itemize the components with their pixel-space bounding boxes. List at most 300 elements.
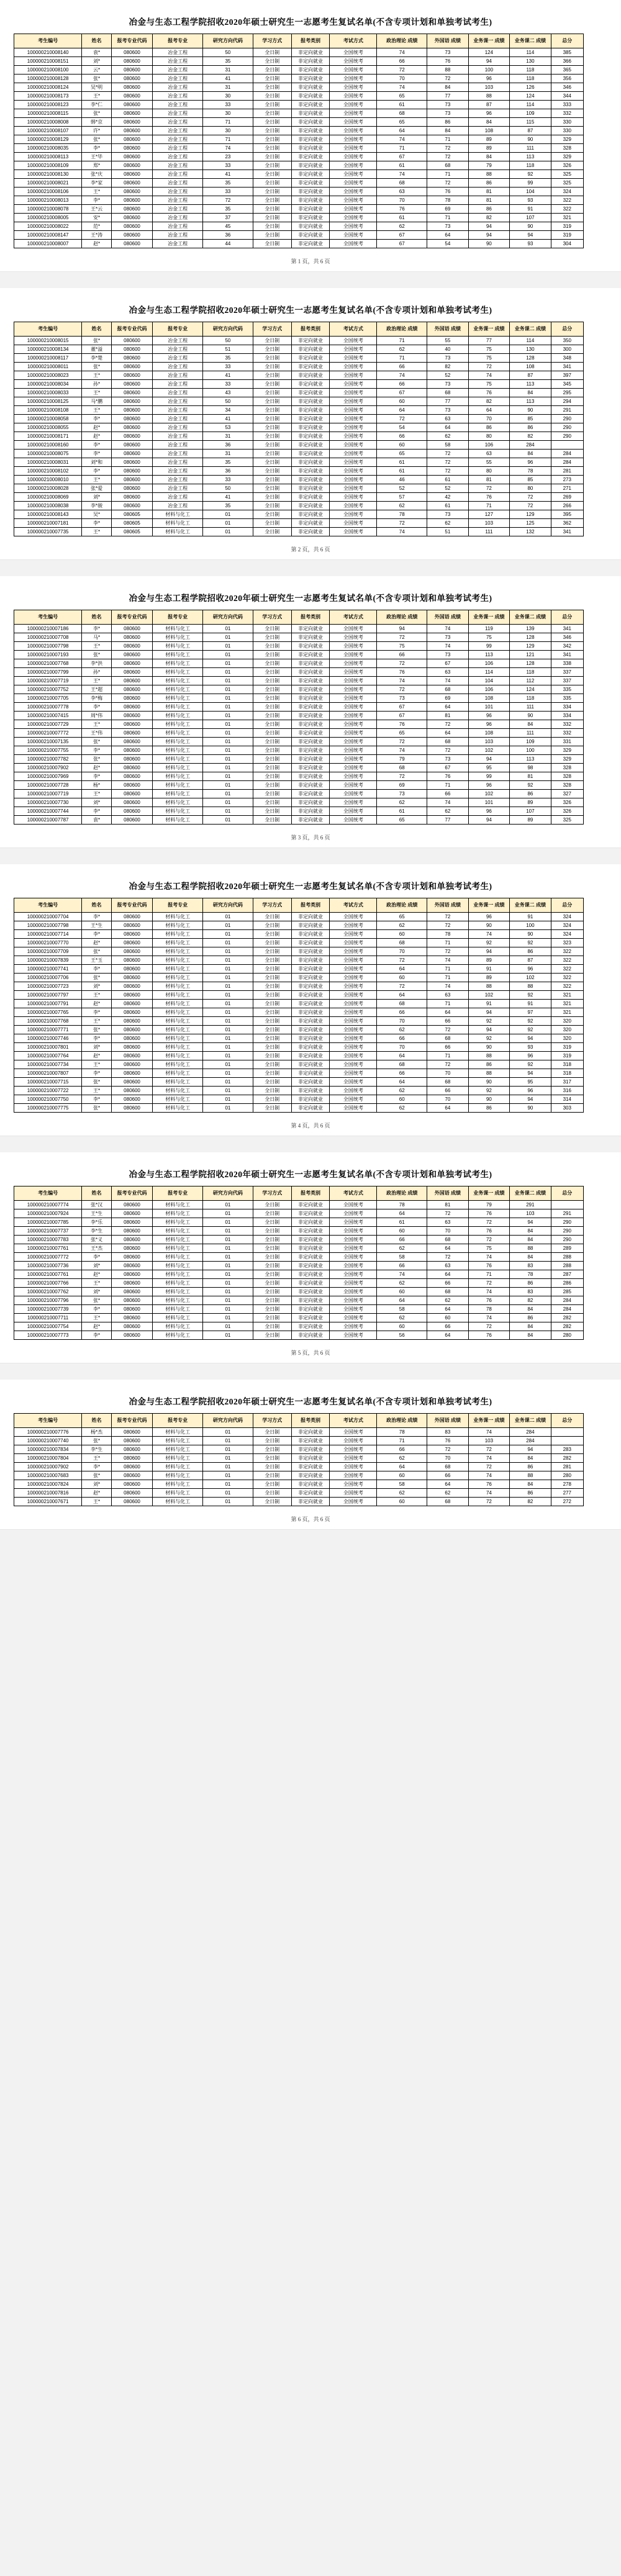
table-row (14, 144, 607, 153)
table-cell: 01 (203, 991, 253, 1000)
table-cell: 100000210007791 (14, 1000, 82, 1008)
table-cell: 100000210008147 (14, 231, 82, 240)
table-cell: 全日制 (253, 720, 291, 729)
table-cell: 320 (551, 1017, 583, 1026)
table-row (14, 746, 607, 755)
table-cell: 全国统考 (330, 432, 377, 441)
table-cell: 冶金工程 (153, 101, 203, 109)
table-cell: 材料与化工 (153, 738, 203, 746)
table-cell: 全国统考 (330, 1262, 377, 1270)
table-cell: 非定向就业 (291, 913, 330, 921)
table-cell: 100000210007736 (14, 1262, 82, 1270)
table-cell: 100000210007741 (14, 965, 82, 974)
table-cell: 322 (551, 974, 583, 982)
table-cell: 75 (468, 1244, 510, 1253)
table-cell: 非定向就业 (291, 1428, 330, 1437)
table-cell: 01 (203, 746, 253, 755)
table-cell: 080600 (111, 1428, 153, 1437)
table-cell: 100000210008007 (14, 240, 82, 248)
table-cell: 31 (203, 432, 253, 441)
table-cell: 100000210007782 (14, 755, 82, 764)
table-cell: 非定向就业 (291, 161, 330, 170)
table-cell: 132 (510, 528, 551, 536)
table-cell: 63 (427, 415, 469, 423)
table-cell: 材料与化工 (153, 729, 203, 738)
table-cell: 非定向就业 (291, 240, 330, 248)
table-cell: 非定向就业 (291, 1201, 330, 1209)
table-cell: 01 (203, 651, 253, 659)
table-cell: 327 (551, 790, 583, 798)
table-cell: 111 (510, 729, 551, 738)
table-cell: 100000210007415 (14, 712, 82, 720)
table-cell: 全日制 (253, 798, 291, 807)
table-row (14, 1209, 607, 1218)
table-cell: 329 (551, 153, 583, 161)
table-cell: 李*骏 (82, 502, 112, 510)
table-cell: 72 (468, 1279, 510, 1288)
table-cell: 080600 (111, 1201, 153, 1209)
table-cell: 124 (510, 92, 551, 101)
table-cell: 01 (203, 1026, 253, 1034)
table-cell: 108 (510, 363, 551, 371)
table-cell: 080600 (111, 947, 153, 956)
table-cell: 材料与化工 (153, 1043, 203, 1052)
table-cell: 121 (510, 651, 551, 659)
table-cell: 66 (377, 1069, 427, 1078)
table-cell: 341 (551, 528, 583, 536)
table-cell: 王*生 (82, 1209, 112, 1218)
table-cell: 79 (468, 161, 510, 170)
table-cell: 82 (468, 214, 510, 222)
table-cell: 72 (377, 738, 427, 746)
table-cell: 328 (551, 781, 583, 790)
table-cell: 全国统考 (330, 1087, 377, 1095)
table-cell: 345 (551, 380, 583, 389)
table-cell: 100000210007804 (14, 1454, 82, 1463)
table-cell: 70 (427, 1095, 469, 1104)
table-cell: 76 (468, 389, 510, 397)
table-cell: 63 (427, 1218, 469, 1227)
table-row (14, 677, 607, 685)
table-cell: 100000210007765 (14, 1008, 82, 1017)
table-cell: 080600 (111, 1305, 153, 1314)
table-cell: 赵* (82, 939, 112, 947)
column-header: 研究方向代码 (203, 610, 253, 625)
table-cell: 全日制 (253, 476, 291, 484)
table-cell: 335 (551, 694, 583, 703)
table-cell: 李*生 (82, 1227, 112, 1236)
table-cell: 080600 (111, 1445, 153, 1454)
table-cell: 114 (510, 337, 551, 345)
table-cell: 080600 (111, 1008, 153, 1017)
table-cell: 84 (427, 127, 469, 135)
column-header: 总分 (551, 898, 583, 913)
table-cell: 王*生 (82, 921, 112, 930)
table-cell: 288 (551, 1262, 583, 1270)
table-cell: 73 (427, 109, 469, 118)
table-cell: 全国统考 (330, 127, 377, 135)
table-cell: 冶金工程 (153, 214, 203, 222)
table-row (14, 1087, 607, 1095)
table-cell: 99 (510, 179, 551, 188)
table-cell: 87 (510, 956, 551, 965)
table-row (14, 92, 607, 101)
table-row (14, 790, 607, 798)
table-cell: 080600 (111, 1034, 153, 1043)
table-cell: 72 (427, 1060, 469, 1069)
table-cell: 李* (82, 467, 112, 476)
table-row (14, 75, 607, 83)
table-cell: 348 (551, 354, 583, 363)
table-cell: 80 (468, 432, 510, 441)
table-cell: 非定向就业 (291, 1253, 330, 1262)
table-cell: 82 (427, 363, 469, 371)
table-cell: 334 (551, 703, 583, 712)
table-row (14, 913, 607, 921)
table-cell: 77 (427, 397, 469, 406)
column-header: 报考专业 (153, 610, 203, 625)
table-cell: 64 (427, 423, 469, 432)
table-row (14, 965, 607, 974)
table-row (14, 57, 607, 66)
table-cell: 326 (551, 807, 583, 816)
table-cell: 080600 (111, 1331, 153, 1340)
table-cell: 72 (427, 746, 469, 755)
table-cell: 91 (510, 205, 551, 214)
table-cell: 王* (82, 1454, 112, 1463)
table-row (14, 450, 607, 458)
table-cell: 非定向就业 (291, 1087, 330, 1095)
table-cell: 全日制 (253, 1262, 291, 1270)
table-row (14, 642, 607, 651)
table-cell: 赵* (82, 1270, 112, 1279)
table-cell: 01 (203, 1201, 253, 1209)
table-cell: 赵* (82, 432, 112, 441)
table-cell: 080600 (111, 127, 153, 135)
column-header: 报考专业代码 (111, 34, 153, 48)
table-cell: 非定向就业 (291, 1314, 330, 1322)
table-row (14, 625, 607, 633)
table-cell: 72 (427, 144, 469, 153)
table-cell: 86 (510, 423, 551, 432)
table-cell: 全国统考 (330, 720, 377, 729)
table-cell: 78 (377, 1201, 427, 1209)
table-cell: 全国统考 (330, 781, 377, 790)
table-cell: 67 (377, 712, 427, 720)
table-cell: 01 (203, 1437, 253, 1445)
table-cell: 全国统考 (330, 974, 377, 982)
table-cell: 118 (510, 668, 551, 677)
table-cell: 全国统考 (330, 196, 377, 205)
column-header: 业务课一 成绩 (468, 1414, 510, 1428)
page-gap (0, 560, 621, 576)
table-cell: 100000210007704 (14, 913, 82, 921)
table-cell: 320 (551, 1026, 583, 1034)
table-cell: 全国统考 (330, 1104, 377, 1113)
column-header: 外国语 成绩 (427, 898, 469, 913)
table-cell: 王* (82, 476, 112, 484)
table-cell: 78 (427, 196, 469, 205)
table-cell: 080600 (111, 798, 153, 807)
table-cell: 张* (82, 1437, 112, 1445)
table-cell: 01 (203, 519, 253, 528)
table-cell: 01 (203, 1000, 253, 1008)
table-cell: 李* (82, 1463, 112, 1471)
table-cell: 王* (82, 677, 112, 685)
table-cell: 100000210007715 (14, 1078, 82, 1087)
table-cell: 60 (377, 397, 427, 406)
table-cell: 全日制 (253, 380, 291, 389)
table-cell: 30 (203, 109, 253, 118)
table-cell: 90 (468, 1078, 510, 1087)
table-cell: 非定向就业 (291, 1052, 330, 1060)
column-header: 总分 (551, 1414, 583, 1428)
table-cell: 100000210007778 (14, 703, 82, 712)
table-row (14, 956, 607, 965)
table-cell: 304 (551, 240, 583, 248)
table-cell: 62 (377, 1244, 427, 1253)
table-cell: 080600 (111, 205, 153, 214)
table-cell: 材料与化工 (153, 921, 203, 930)
table-cell: 35 (203, 179, 253, 188)
table-cell: 李* (82, 1331, 112, 1340)
table-cell: 71 (427, 781, 469, 790)
table-cell: 100000210007798 (14, 921, 82, 930)
table-cell: 材料与化工 (153, 1017, 203, 1026)
column-header: 考生编号 (14, 898, 82, 913)
table-cell: 90 (510, 930, 551, 939)
column-header: 政治理论 成绩 (377, 34, 427, 48)
table-cell: 100000210007797 (14, 991, 82, 1000)
table-cell: 100000210008106 (14, 188, 82, 196)
table-cell: 张* (82, 947, 112, 956)
table-cell: 113 (510, 380, 551, 389)
column-header: 考试方式 (330, 898, 377, 913)
table-cell: 材料与化工 (153, 939, 203, 947)
table-cell: 82 (510, 432, 551, 441)
table-cell: 100000210007768 (14, 659, 82, 668)
table-cell: 64 (377, 1052, 427, 1060)
table-cell: 080600 (111, 1463, 153, 1471)
table-cell: 54 (427, 240, 469, 248)
column-header: 业务课二 成绩 (510, 898, 551, 913)
table-cell: 080600 (111, 1026, 153, 1034)
table-cell: 01 (203, 1052, 253, 1060)
table-row (14, 1428, 607, 1437)
table-cell: 314 (551, 1095, 583, 1104)
table-cell: 71 (427, 1000, 469, 1008)
table-cell: 365 (551, 66, 583, 75)
table-cell: 75 (468, 345, 510, 354)
table-cell: 全国统考 (330, 101, 377, 109)
table-cell: 90 (510, 222, 551, 231)
table-cell: 72 (510, 493, 551, 502)
table-cell: 赵* (82, 1000, 112, 1008)
table-cell: 82 (468, 397, 510, 406)
table-cell: 080600 (111, 807, 153, 816)
table-cell: 全国统考 (330, 1034, 377, 1043)
table-cell: 李* (82, 144, 112, 153)
table-cell: 全日制 (253, 406, 291, 415)
table-cell: 100000210007750 (14, 1095, 82, 1104)
table-cell: 080600 (111, 755, 153, 764)
table-cell: 全日制 (253, 144, 291, 153)
table-cell: 080600 (111, 397, 153, 406)
column-header: 报考专业 (153, 898, 203, 913)
table-cell: 72 (377, 956, 427, 965)
table-cell: 74 (377, 528, 427, 536)
table-cell: 全日制 (253, 528, 291, 536)
table-cell: 080600 (111, 1069, 153, 1078)
table-cell: 材料与化工 (153, 956, 203, 965)
table-cell: 66 (427, 1087, 469, 1095)
table-cell: 张* (82, 1026, 112, 1034)
table-cell: 王* (82, 528, 112, 536)
table-cell: 郑* (82, 161, 112, 170)
table-cell: 材料与化工 (153, 1279, 203, 1288)
table-cell: 非定向就业 (291, 1471, 330, 1480)
table-row (14, 816, 607, 825)
table-cell: 69 (427, 205, 469, 214)
table-cell: 冶金工程 (153, 240, 203, 248)
table-cell: 全日制 (253, 1227, 291, 1236)
table-cell: 278 (551, 1480, 583, 1489)
table-cell: 94 (510, 1095, 551, 1104)
table-cell: 全国统考 (330, 231, 377, 240)
table-cell: 100000210008134 (14, 345, 82, 354)
table-cell: 119 (468, 625, 510, 633)
table-cell: 68 (377, 1000, 427, 1008)
column-header: 姓名 (82, 1186, 112, 1201)
table-cell: 284 (510, 1428, 551, 1437)
table-cell: 080600 (111, 502, 153, 510)
table-row (14, 694, 607, 703)
table-row (14, 1471, 607, 1480)
table-cell: 080600 (111, 57, 153, 66)
table-cell: 全国统考 (330, 222, 377, 231)
table-cell: 非定向就业 (291, 1026, 330, 1034)
table-cell: 全日制 (253, 974, 291, 982)
table-cell: 100000210007799 (14, 668, 82, 677)
table-cell: 全日制 (253, 1428, 291, 1437)
table-cell: 82 (510, 1498, 551, 1506)
table-cell: 72 (468, 1463, 510, 1471)
table-cell: 66 (377, 1262, 427, 1270)
table-cell: 100000210007816 (14, 1489, 82, 1498)
table-cell: 01 (203, 1017, 253, 1026)
table-cell: 全国统考 (330, 1480, 377, 1489)
table-cell: 全国统考 (330, 389, 377, 397)
table-cell: 刘* (82, 57, 112, 66)
table-cell: 非定向就业 (291, 423, 330, 432)
table-cell: 非定向就业 (291, 930, 330, 939)
table-cell: 全国统考 (330, 170, 377, 179)
table-cell: 080600 (111, 48, 153, 57)
table-row (14, 729, 607, 738)
table-cell: 非定向就业 (291, 738, 330, 746)
table-cell: 115 (510, 118, 551, 127)
table-cell: 66 (427, 1279, 469, 1288)
table-cell: 96 (468, 75, 510, 83)
table-cell: 100000210007776 (14, 1428, 82, 1437)
table-cell: 100000210008124 (14, 83, 82, 92)
table-cell: 01 (203, 729, 253, 738)
table-cell: 74 (427, 677, 469, 685)
table-cell: 非定向就业 (291, 668, 330, 677)
table-cell: 杨*杰 (82, 1428, 112, 1437)
table-cell: 非定向就业 (291, 1000, 330, 1008)
table-cell: 080600 (111, 1454, 153, 1463)
table-cell: 全日制 (253, 807, 291, 816)
table-cell: 材料与化工 (153, 982, 203, 991)
table-cell: 114 (468, 668, 510, 677)
table-cell: 100000210007737 (14, 1227, 82, 1236)
table-cell: 全国统考 (330, 144, 377, 153)
table-cell: 100000210007728 (14, 781, 82, 790)
table-cell: 100000210008123 (14, 101, 82, 109)
table-cell: 李* (82, 1095, 112, 1104)
table-cell: 71 (427, 135, 469, 144)
table-cell: 材料与化工 (153, 1034, 203, 1043)
column-header: 报考专业 (153, 34, 203, 48)
table-cell: 全国统考 (330, 397, 377, 406)
table-cell: 113 (510, 153, 551, 161)
table-cell: 材料与化工 (153, 1428, 203, 1437)
table-cell: 319 (551, 222, 583, 231)
table-cell: 74 (468, 1454, 510, 1463)
table-cell: 非定向就业 (291, 1069, 330, 1078)
table-cell: 88 (468, 1069, 510, 1078)
column-header: 外国语 成绩 (427, 610, 469, 625)
table-row (14, 441, 607, 450)
table-cell: 材料与化工 (153, 1314, 203, 1322)
table-cell: 01 (203, 913, 253, 921)
table-cell: 93 (510, 196, 551, 205)
table-cell: 330 (551, 118, 583, 127)
table-cell: 全国统考 (330, 1437, 377, 1445)
table-cell: 非定向就业 (291, 101, 330, 109)
table-cell: 01 (203, 1078, 253, 1087)
table-cell: 080600 (111, 406, 153, 415)
table-cell: 080600 (111, 625, 153, 633)
table-cell: 01 (203, 1428, 253, 1437)
table-cell: 40 (427, 345, 469, 354)
table-cell: 104 (510, 188, 551, 196)
table-cell: 290 (551, 423, 583, 432)
table-cell: 非定向就业 (291, 528, 330, 536)
table-cell: 84 (510, 1305, 551, 1314)
table-cell: 张* (82, 1078, 112, 1087)
table-cell: 01 (203, 1095, 253, 1104)
table-cell: 326 (551, 161, 583, 170)
table-cell: 100000210008021 (14, 179, 82, 188)
table-cell: 全日制 (253, 633, 291, 642)
column-header: 总分 (551, 1186, 583, 1201)
table-cell: 74 (377, 1270, 427, 1279)
table-cell: 非定向就业 (291, 1209, 330, 1218)
table-row (14, 458, 607, 467)
table-cell: 全国统考 (330, 1060, 377, 1069)
table-row (14, 1498, 607, 1506)
table-cell: 非定向就业 (291, 179, 330, 188)
table-cell: 全国统考 (330, 816, 377, 825)
table-cell: 92 (468, 1087, 510, 1095)
table-cell: 全国统考 (330, 685, 377, 694)
table-row (14, 48, 607, 57)
table-cell: 全日制 (253, 1244, 291, 1253)
table-cell: 61 (377, 214, 427, 222)
table-cell: 341 (551, 363, 583, 371)
